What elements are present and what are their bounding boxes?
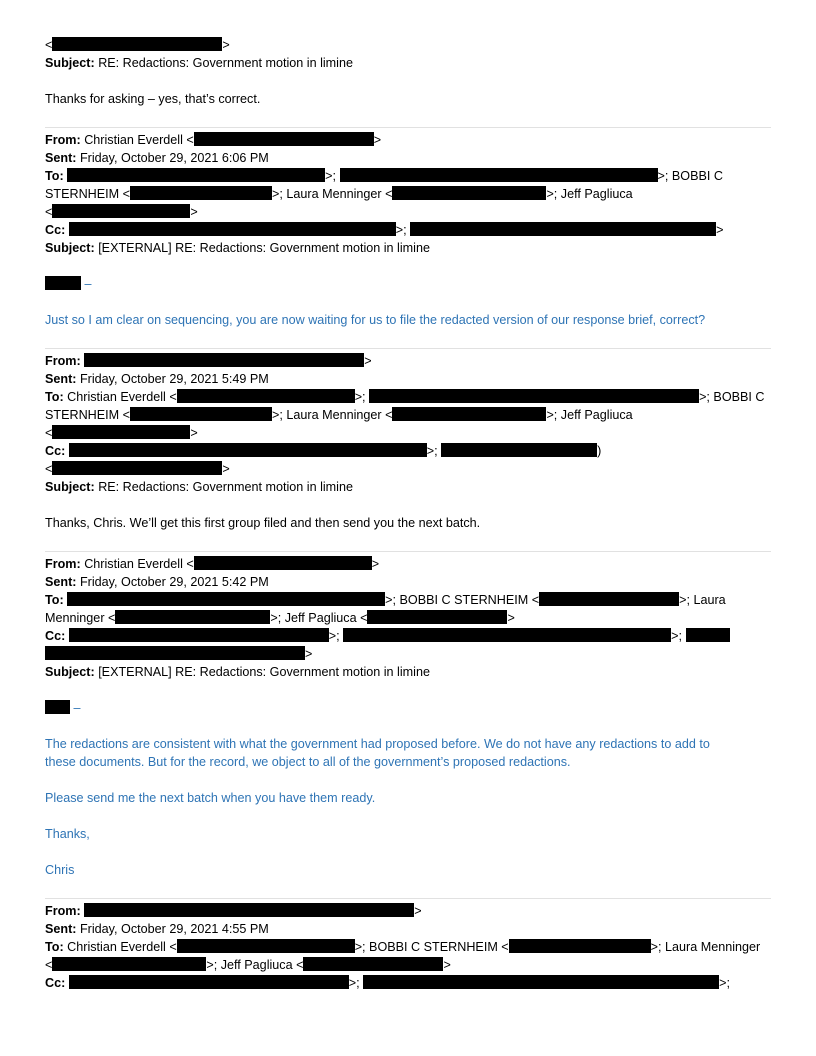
subject-text: RE: Redactions: Government motion in limine [98,56,353,70]
redaction-block [363,975,719,989]
redaction-block [130,407,272,421]
redaction-block [67,592,385,606]
sent-label: Sent: [45,151,77,165]
redaction-block [194,556,372,570]
subject-label: Subject: [45,241,95,255]
sent-label: Sent: [45,575,77,589]
redaction-block [84,353,364,367]
redaction-block [177,389,355,403]
subject-label: Subject: [45,56,95,70]
email2-to-line-2 [45,185,776,203]
separator: >; [719,976,731,990]
email4-cc-line-2 [45,645,776,663]
email2-to-line-3 [45,203,776,221]
email5-from-line [45,902,776,920]
email1-body: Thanks for asking – yes, that’s correct. [45,92,261,106]
redaction-block [69,443,427,457]
cc-label: Cc: [45,223,66,237]
email4-body-line-2: these documents. But for the record, we object to all of the government’s proposed redactions. [45,755,571,769]
redaction-block [340,168,658,182]
recipient-text: >; Jeff Pagliuca [546,187,633,201]
from-name: Christian Everdell < [84,133,194,147]
subject-label: Subject: [45,480,95,494]
email1-address-line [45,36,776,54]
separator: >; [426,444,438,458]
sent-label: Sent: [45,372,77,386]
redaction-block [367,610,507,624]
email4-subject-line [45,663,776,681]
email1-subject-line [45,54,776,72]
separator: >; [354,390,366,404]
redaction-block [343,628,671,642]
greeting-dash: – [73,701,81,715]
email2-to-line [45,167,776,185]
email4-cc-line [45,627,776,645]
redaction-block [509,939,651,953]
recipient-text: >; BOBBI C [657,169,723,183]
bracket: < [45,205,53,219]
bracket: < [45,462,53,476]
subject-text: RE: Redactions: Government motion in limine [98,480,353,494]
redaction-block [130,186,272,200]
bracket: > [364,354,372,368]
recipient-text: >; Laura [679,593,726,607]
email2-from-line [45,131,776,149]
from-label: From: [45,354,81,368]
redaction-block [194,132,374,146]
separator: >; [395,223,407,237]
redaction-block [52,461,222,475]
cc-label: Cc: [45,444,66,458]
email3-to-line [45,388,776,406]
email3-from-line [45,352,776,370]
redaction-block [52,37,222,51]
subject-text: [EXTERNAL] RE: Redactions: Government motion in limine [98,665,430,679]
recipient-text: STERNHEIM < [45,187,131,201]
bracket: < [45,38,53,52]
cc-label: Cc: [45,976,66,990]
email3-cc-line-2 [45,460,776,478]
sent-date: Friday, October 29, 2021 4:55 PM [79,922,269,936]
bracket: > [190,205,198,219]
email2-cc-line [45,221,776,239]
sent-date: Friday, October 29, 2021 5:42 PM [79,575,269,589]
recipient-text: >; Laura Menninger < [272,187,393,201]
email5-to-line [45,938,776,956]
email4-from-line [45,555,776,573]
bracket: > [222,38,230,52]
bracket: > [373,133,382,147]
redaction-block [392,186,546,200]
bracket: > [414,904,422,918]
redaction-block [45,700,70,714]
sent-label: Sent: [45,922,77,936]
separator: >; [325,169,337,183]
email3-to-line-3 [45,424,776,442]
email3-body: Thanks, Chris. We’ll get this first group filed and then send you the next batch. [45,516,481,530]
email2-body: Just so I am clear on sequencing, you are now waiting for us to file the redacted version of our response brief, correct? [45,313,706,327]
separator: >; [348,976,360,990]
email4-sent-line [45,573,776,591]
subject-label: Subject: [45,665,95,679]
divider [45,127,771,128]
email4-greeting [45,699,776,717]
divider [45,551,771,552]
email4-body-paragraph-2: Please send me the next batch when you have them ready. [45,791,376,805]
redaction-block [69,222,396,236]
bracket: > [716,223,724,237]
redaction-block [177,939,355,953]
from-name: Christian Everdell < [84,557,194,571]
redaction-block [52,425,190,439]
cc-label: Cc: [45,629,66,643]
email5-sent-line [45,920,776,938]
bracket: ) [597,444,602,458]
to-label: To: [45,593,64,607]
redaction-block [115,610,270,624]
to-label: To: [45,940,64,954]
email4-body-line-1: The redactions are consistent with what the government had proposed before. We do not have any redactions to add to [45,737,710,751]
redaction-block [441,443,597,457]
sent-date: Friday, October 29, 2021 5:49 PM [79,372,269,386]
redaction-block [67,168,325,182]
bracket: > [222,462,230,476]
redaction-block [410,222,716,236]
greeting-dash: – [84,277,92,291]
redaction-block [52,204,190,218]
recipient-text: Christian Everdell < [67,390,177,404]
recipient-text: >; Jeff Pagliuca < [206,958,304,972]
bracket: > [190,426,198,440]
recipient-text: >; Jeff Pagliuca < [270,611,368,625]
redaction-block [45,276,81,290]
redaction-block [84,903,414,917]
divider [45,898,771,899]
email3-sent-line [45,370,776,388]
recipient-text: >; Laura Menninger [650,940,761,954]
email4-to-line [45,591,776,609]
divider [45,348,771,349]
email3-cc-line [45,442,776,460]
subject-text: [EXTERNAL] RE: Redactions: Government motion in limine [98,241,430,255]
recipient-text: >; BOBBI C [699,390,765,404]
redaction-block [539,592,679,606]
recipient-text: Christian Everdell < [67,940,177,954]
email4-closing: Thanks, [45,827,90,841]
email3-to-line-2 [45,406,776,424]
to-label: To: [45,169,64,183]
redaction-block [52,957,206,971]
bracket: > [507,611,515,625]
recipient-text: >; BOBBI C STERNHEIM < [354,940,509,954]
sent-date: Friday, October 29, 2021 6:06 PM [79,151,269,165]
email4-to-line-2 [45,609,776,627]
redaction-block [303,957,443,971]
separator: >; [328,629,340,643]
recipient-text: STERNHEIM < [45,408,131,422]
from-label: From: [45,904,81,918]
redaction-block [69,975,349,989]
recipient-text: >; Jeff Pagliuca [546,408,633,422]
email2-greeting [45,275,776,293]
redaction-block [392,407,546,421]
redaction-block [369,389,699,403]
email5-to-line-2 [45,956,776,974]
email3-subject-line [45,478,776,496]
redaction-block [69,628,329,642]
bracket: < [45,958,53,972]
email4-signature: Chris [45,863,75,877]
redaction-block [686,628,730,642]
redaction-block [45,646,305,660]
separator: >; [671,629,683,643]
from-label: From: [45,557,81,571]
recipient-text: >; BOBBI C STERNHEIM < [385,593,540,607]
from-label: From: [45,133,81,147]
bracket: > [371,557,380,571]
bracket: > [305,647,313,661]
bracket: < [45,426,53,440]
recipient-text: Menninger < [45,611,116,625]
email5-cc-line [45,974,776,992]
bracket: > [443,958,451,972]
email2-sent-line [45,149,776,167]
to-label: To: [45,390,64,404]
recipient-text: >; Laura Menninger < [272,408,393,422]
email2-subject-line [45,239,776,257]
